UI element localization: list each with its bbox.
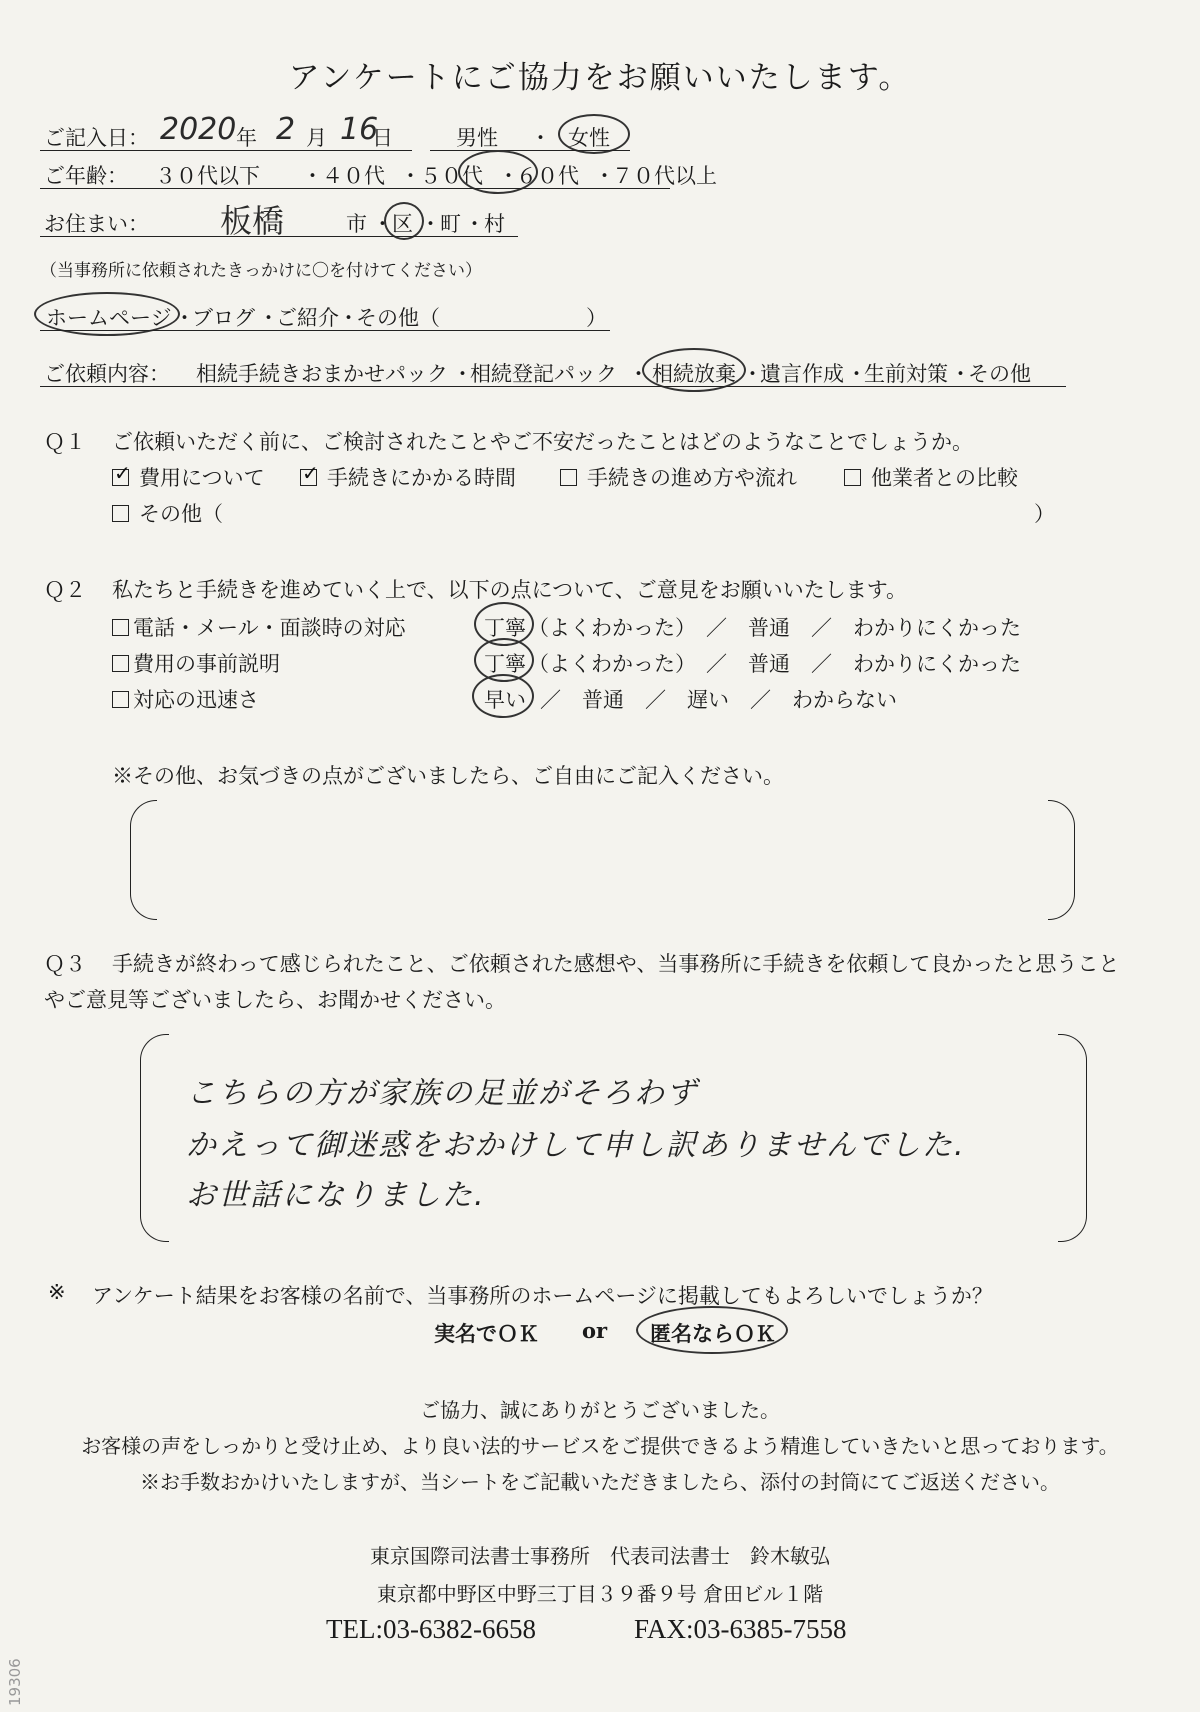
entry-day-value[interactable]: 16 (340, 112, 379, 147)
gender-selection-circle (558, 114, 630, 154)
survey-title: アンケートにご協力をお願いいたします。 (288, 60, 912, 96)
publish-option-real-name[interactable]: 実名でＯＫ (434, 1321, 539, 1346)
publish-or: or (582, 1318, 608, 1343)
age-option-40s[interactable]: ４０代 (322, 164, 385, 188)
address-label: お住まい： (44, 212, 149, 236)
footer-tel[interactable]: TEL:03-6382-6658 (326, 1614, 536, 1644)
address-type-ward[interactable]: 区 (392, 212, 413, 236)
q3-question-line1: 手続きが終わって感じられたこと、ご依頼された感想や、当事務所に手続きを依頼して良かったと思うこと (112, 952, 1120, 976)
request-separator: ・ (742, 362, 763, 386)
gender-female[interactable]: 女性 (568, 126, 610, 150)
age-separator: ・ (498, 164, 519, 188)
gender-underline (430, 150, 630, 151)
address-underline (40, 236, 518, 237)
q1-comparison-checkbox[interactable] (844, 469, 861, 486)
q2-row-cost-explanation (112, 648, 280, 678)
q3-answer-box-right (1058, 1034, 1087, 1242)
age-separator: ・ (302, 164, 323, 188)
trigger-underline (40, 330, 610, 331)
trigger-option-other[interactable]: その他（ (356, 306, 440, 330)
request-label: ご依頼内容： (44, 362, 170, 386)
entry-year-unit: 年 (236, 126, 257, 150)
trigger-note: （当事務所に依頼されたきっかけに〇を付けてください） (40, 261, 482, 281)
q3-question-line2: やご意見等ございましたら、お聞かせください。 (44, 988, 506, 1012)
address-type-village[interactable]: 村 (484, 212, 505, 236)
q2-cost-explanation-other-choices[interactable]: ／ 普通 ／ わかりにくかった (706, 652, 1021, 676)
address-value[interactable]: 板橋 (220, 202, 285, 240)
entry-year-value[interactable]: 2020 (160, 112, 237, 147)
q2-remarks-field[interactable] (170, 820, 1050, 900)
q2-remarks-prompt: ※その他、お気づきの点がございましたら、ご自由にご記入ください。 (112, 764, 784, 788)
q3-answer-box-left (140, 1034, 169, 1242)
margin-stamp: 19306 (6, 1658, 24, 1706)
footer-fax: FAX:03-6385-7558 (634, 1614, 847, 1644)
trigger-option-homepage[interactable]: ホームページ (46, 306, 172, 330)
q2-number: Ｑ２ (44, 578, 86, 602)
age-option-60s[interactable]: ６０代 (516, 164, 579, 188)
q2-speed-other-choices[interactable]: ／ 普通 ／ 遅い ／ わからない (540, 688, 897, 712)
footer-office-name: 東京国際司法書士事務所 代表司法書士 鈴木敏弘 (370, 1544, 830, 1568)
q1-process-checkbox[interactable] (560, 469, 577, 486)
age-label: ご年齢： (44, 164, 128, 188)
q2-speed-checkbox[interactable] (112, 691, 129, 708)
q1-time-checkbox[interactable] (300, 469, 317, 486)
age-option-50s[interactable]: ５０代 (420, 164, 483, 188)
q2-cost-explanation-choice-polite[interactable]: 丁寧 (484, 652, 526, 676)
trigger-option-referral[interactable]: ご紹介 (276, 306, 339, 330)
request-separator: ・ (846, 362, 867, 386)
q1-other-checkbox[interactable] (112, 505, 129, 522)
q1-comparison-label: 他業者との比較 (871, 466, 1018, 490)
q2-contact-choice-note: （よくわかった） (528, 616, 696, 640)
age-option-70s-over[interactable]: ７０代以上 (612, 164, 717, 188)
gender-male[interactable]: 男性 (456, 126, 498, 150)
q3-answer-line-1[interactable]: こちらの方が家族の足並がそろわず (186, 1076, 698, 1111)
request-underline (40, 386, 1066, 387)
q2-remarks-box-left (130, 800, 157, 920)
age-separator: ・ (594, 164, 615, 188)
request-separator: ・ (628, 362, 649, 386)
address-separator: ・ (464, 212, 485, 236)
trigger-other-close: ） (586, 306, 607, 330)
request-option-registration[interactable]: 相続登記パック (470, 362, 617, 386)
trigger-separator: ・ (258, 306, 279, 330)
request-option-renunciation[interactable]: 相続放棄 (652, 362, 736, 386)
q3-answer-line-3[interactable]: お世話になりました. (186, 1178, 486, 1213)
q3-answer-line-2[interactable]: かえって御迷惑をおかけして申し訳ありませんでした. (186, 1128, 966, 1163)
q1-option-process[interactable] (560, 462, 797, 492)
q2-speed-label: 対応の迅速さ (133, 688, 259, 712)
address-type-city[interactable]: 市 (346, 212, 367, 236)
q1-option-other[interactable] (112, 498, 223, 528)
entry-month-value[interactable]: 2 (276, 112, 296, 147)
gender-separator: ・ (530, 126, 551, 150)
publish-mark: ※ (48, 1280, 66, 1304)
footer-thanks: ご協力、誠にありがとうございました。 (420, 1398, 780, 1422)
q2-contact-other-choices[interactable]: ／ 普通 ／ わかりにくかった (706, 616, 1021, 640)
publish-selection-circle (636, 1306, 788, 1354)
q1-time-label: 手続きにかかる時間 (327, 466, 516, 490)
entry-date-underline (40, 150, 412, 151)
q1-other-label: その他（ (139, 502, 223, 526)
q2-remarks-box-right (1048, 800, 1075, 920)
q1-process-label: 手続きの進め方や流れ (587, 466, 797, 490)
q1-question: ご依頼いただく前に、ご検討されたことやご不安だったことはどのようなことでしょうか。 (112, 430, 973, 454)
address-separator: ・ (372, 212, 393, 236)
q1-other-close: ） (1034, 502, 1055, 526)
publish-option-anonymous[interactable]: 匿名ならＯＫ (650, 1321, 776, 1346)
q2-row-speed (112, 684, 259, 714)
age-underline (40, 188, 670, 189)
trigger-separator: ・ (338, 306, 359, 330)
footer-commitment: お客様の声をしっかりと受け止め、より良い法的サービスをご提供できるよう精進していきたいと思っております。 (81, 1434, 1119, 1458)
q2-cost-explanation-choice-note: （よくわかった） (528, 652, 696, 676)
entry-month-unit: 月 (306, 126, 327, 150)
request-option-estate-planning[interactable]: 生前対策 (864, 362, 948, 386)
entry-day-unit: 日 (372, 126, 393, 150)
entry-date-label: ご記入日： (44, 126, 149, 150)
q1-number: Ｑ１ (44, 430, 86, 454)
request-separator: ・ (950, 362, 971, 386)
request-option-other[interactable]: その他 (968, 362, 1031, 386)
q2-contact-checkbox[interactable] (112, 619, 129, 636)
request-option-will[interactable]: 遺言作成 (760, 362, 844, 386)
address-type-town[interactable]: 町 (440, 212, 461, 236)
q2-contact-label: 電話・メール・面談時の対応 (133, 616, 406, 640)
q1-option-comparison[interactable] (844, 462, 1018, 492)
q2-cost-explanation-label: 費用の事前説明 (133, 652, 280, 676)
footer-office-address: 東京都中野区中野三丁目３９番９号 倉田ビル１階 (376, 1582, 824, 1606)
footer-return-instructions: ※お手数おかけいたしますが、当シートをご記載いただきましたら、添付の封筒にてご返送ください。 (140, 1470, 1060, 1494)
q1-cost-label: 費用について (139, 466, 265, 490)
q2-cost-explanation-checkbox[interactable] (112, 655, 129, 672)
age-option-30s-under[interactable]: ３０代以下 (155, 164, 260, 188)
trigger-option-blog[interactable]: ブログ (192, 306, 255, 330)
q1-option-cost[interactable] (112, 462, 265, 492)
request-option-full-package[interactable]: 相続手続きおまかせパック (196, 362, 448, 386)
q2-speed-selection-circle (472, 674, 534, 718)
publish-question: アンケート結果をお客様の名前で、当事務所のホームページに掲載してもよろしいでしょうか？ (92, 1284, 993, 1308)
q3-number: Ｑ３ (44, 952, 86, 976)
q1-option-time[interactable] (300, 462, 516, 492)
request-separator: ・ (452, 362, 473, 386)
age-separator: ・ (400, 164, 421, 188)
q1-cost-checkbox[interactable] (112, 469, 129, 486)
q2-contact-choice-polite[interactable]: 丁寧 (484, 616, 526, 640)
q2-question: 私たちと手続きを進めていく上で、以下の点について、ご意見をお願いいたします。 (112, 578, 908, 602)
trigger-separator: ・ (174, 306, 195, 330)
address-separator: ・ (420, 212, 441, 236)
address-selection-circle (384, 202, 424, 240)
q2-speed-choice-fast[interactable]: 早い (484, 688, 526, 712)
q2-row-contact (112, 612, 406, 642)
